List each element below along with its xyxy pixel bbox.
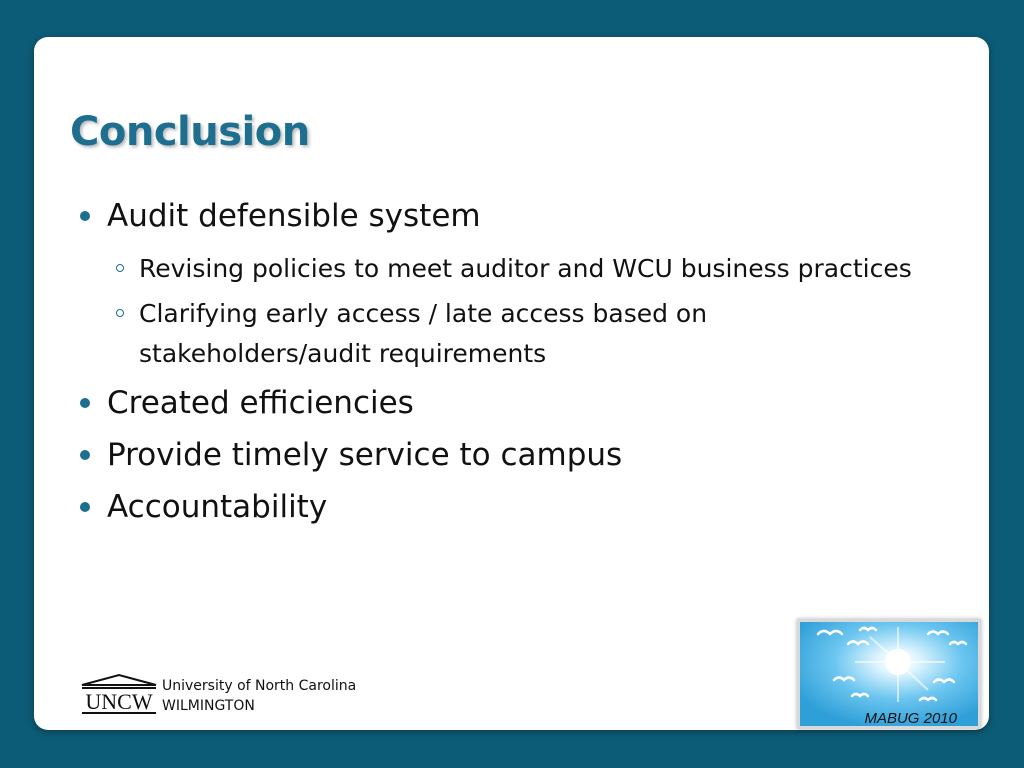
uncw-building-icon [80,673,158,717]
bullet-text: Accountability [107,489,328,525]
slide-panel [34,37,989,730]
bullet-dot-icon [80,398,90,408]
university-line-1: University of North Carolina [162,678,357,694]
bullet-text: Audit defensible system [107,198,481,234]
sub-bullet-item [34,249,914,289]
sub-bullet-item [34,294,914,374]
slide-title: Conclusion [70,109,310,155]
sub-bullet-text: Revising policies to meet auditor and WCU business practices [139,254,912,283]
bullet-item [34,436,914,474]
bullet-dot-icon [80,450,90,460]
sub-bullet-ring-icon [116,309,124,317]
university-line-2: WILMINGTON [162,698,255,714]
bullet-item [34,488,914,526]
bullet-item [34,384,914,422]
badge-label: MABUG 2010 [864,710,957,727]
bullet-dot-icon [80,502,90,512]
university-name [162,676,356,716]
uncw-logo [80,670,380,720]
sub-bullet-text: Clarifying early access / late access based on stakeholders/audit requirements [139,299,708,368]
bullet-item [34,197,914,235]
bullet-dot-icon [80,211,90,221]
sub-bullet-ring-icon [116,264,124,272]
bullet-text: Provide timely service to campus [107,437,623,473]
bullet-list [34,197,914,540]
uncw-wordmark: UNCW [85,689,153,714]
bullet-text: Created efficiencies [107,385,414,421]
